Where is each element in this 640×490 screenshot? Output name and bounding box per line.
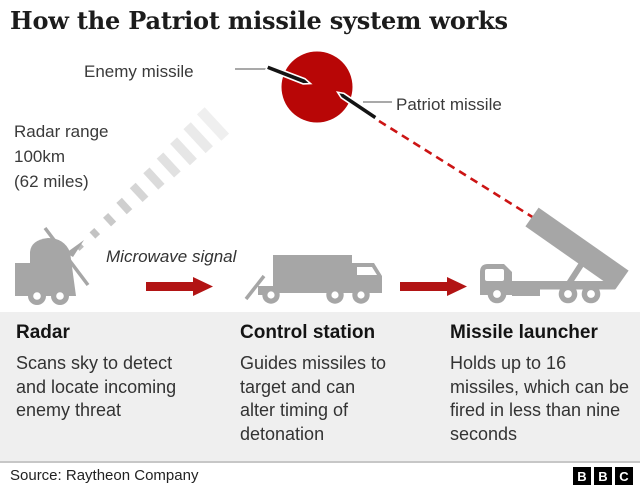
page-title: How the Patriot missile system works bbox=[10, 6, 508, 35]
control-station-column-heading: Control station bbox=[240, 322, 376, 343]
radar-column bbox=[16, 322, 204, 423]
patriot-missile-label: Patriot missile bbox=[396, 95, 502, 114]
control-station-truck-icon bbox=[246, 255, 382, 304]
radar-vehicle-icon bbox=[15, 228, 88, 305]
bbc-logo-block-c: C bbox=[615, 467, 633, 485]
radar-range-label bbox=[14, 119, 154, 194]
missile-launcher-column-body: Holds up to 16 missiles, which can be fired in less than nine seconds bbox=[450, 353, 630, 444]
bbc-logo-block-b2: B bbox=[594, 467, 612, 485]
control-station-column-body: Guides missiles to target and can alter timing of detonation bbox=[240, 353, 387, 444]
radar-range-line2: 100km bbox=[14, 147, 66, 166]
intercept-explosion-icon bbox=[282, 52, 353, 123]
enemy-missile-label: Enemy missile bbox=[84, 62, 194, 81]
microwave-signal-label: Microwave signal bbox=[106, 247, 237, 266]
radar-range-line1: Radar range bbox=[14, 122, 109, 141]
bbc-logo bbox=[573, 467, 633, 485]
source-credit: Source: Raytheon Company bbox=[10, 467, 199, 484]
missile-trajectory-line bbox=[379, 121, 534, 218]
control-station-column bbox=[240, 322, 392, 446]
missile-launcher-column-heading: Missile launcher bbox=[450, 322, 598, 343]
bbc-logo-block-b1: B bbox=[573, 467, 591, 485]
radar-range-line3: (62 miles) bbox=[14, 172, 89, 191]
missile-launcher-column bbox=[450, 322, 630, 446]
footer-divider bbox=[0, 461, 640, 463]
radar-column-heading: Radar bbox=[16, 322, 70, 343]
explanation-panel bbox=[0, 312, 640, 462]
missile-launcher-truck-icon bbox=[480, 208, 629, 304]
flow-arrow-2-icon bbox=[400, 277, 467, 296]
radar-column-body: Scans sky to detect and locate incoming enemy threat bbox=[16, 353, 177, 420]
flow-arrow-1-icon bbox=[146, 277, 213, 296]
